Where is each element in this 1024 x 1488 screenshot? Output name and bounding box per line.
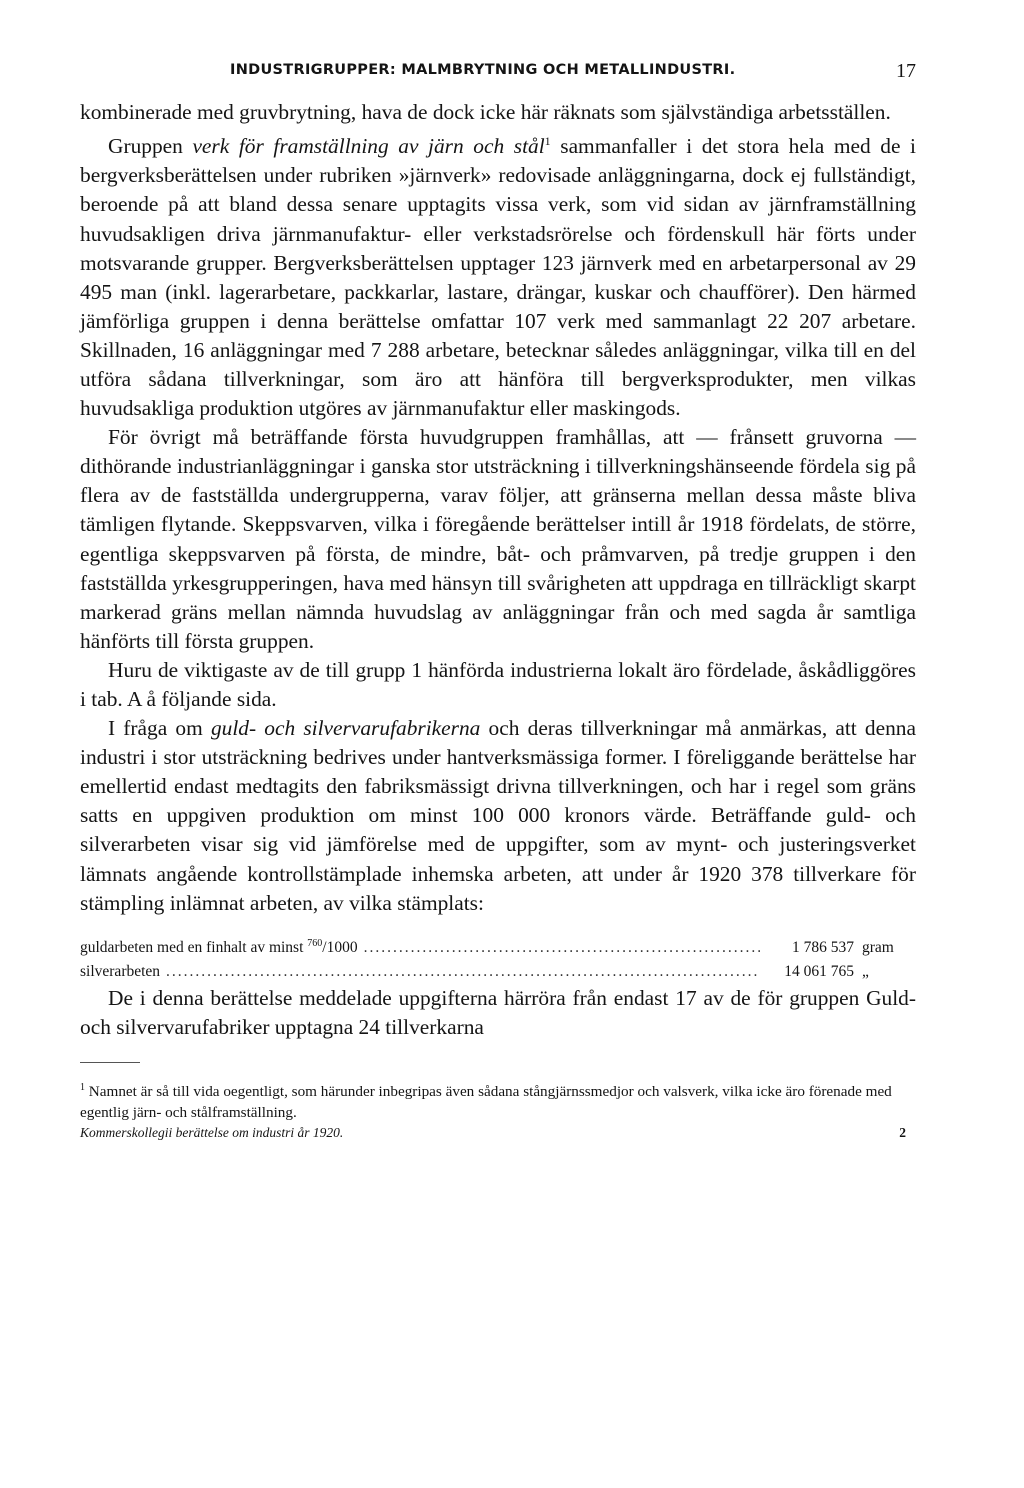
list-item-label: guldarbeten med en finhalt av minst $^{760}$/1000: [80, 937, 358, 956]
paragraph-6: De i denna berättelse meddelade uppgifterna härröra från endast 17 av de för gruppen Guld- och silvervarufabriker upptagna 24 tillverkarna: [80, 985, 916, 1039]
leader-dots: [364, 936, 760, 960]
paragraph-2-lead: Gruppen: [108, 134, 193, 159]
source-line: Kommerskollegii berättelse om industri år 1920.: [80, 1125, 344, 1141]
stamping-list: [80, 932, 916, 984]
paragraph-4: Huru de viktigaste av de till grupp 1 hänförda industrierna lokalt äro fördelade, åskådliggöres i tab. A å följande sida.: [80, 657, 916, 711]
paragraph-2-emphasis: verk för framställning av järn och stål: [192, 134, 545, 159]
paragraph-5-rest: och deras tillverkningar må anmärkas, att denna industri i stor utsträckning bedrives under hantverksmässiga former. I föreliggande berättelse har emellertid endast medtagits den fabriksmässigt drivna tillverkningen, och har i regel som gräns satts en uppgiven produktion om minst 100 000 kronors värde. Beträffande guld- och silverarbeten visar sig vid jämförelse med de uppgifter, som av mynt- och justeringsverket lämnats angående kontrollstämplade inhemska arbeten, att under år 1920 378 tillverkare för stämpling inlämnat arbeten, av vilka stämplats:: [80, 716, 916, 915]
list-item: [80, 932, 916, 960]
running-header: [80, 58, 916, 98]
paragraph-5-emphasis: guld- och silvervarufabrikerna: [210, 716, 481, 741]
list-item-unit: gram: [862, 938, 894, 956]
footnote-reference: 1: [544, 134, 551, 149]
footnote-text: Namnet är så till vida oegentligt, som härunder inbegripas även sådana stångjärnssmedjor och valsverk, vilka icke äro förenade med egentlig järn- och stålframställning.: [80, 1083, 892, 1122]
footnote-divider: [80, 1062, 140, 1063]
paragraph-2: [80, 127, 916, 423]
paragraph-5: [80, 714, 916, 918]
body-text: [80, 98, 916, 1042]
list-item-value: 14 061 765: [784, 962, 854, 980]
paragraph-1: kombinerade med gruvbrytning, hava de dock icke här räknats som självständiga arbetsställen.: [80, 100, 891, 124]
list-item: [80, 960, 916, 984]
footnote: [80, 1077, 916, 1123]
list-item-unit: „: [862, 962, 869, 980]
running-title: INDUSTRIGRUPPER: MALMBRYTNING OCH METALLINDUSTRI.: [230, 62, 736, 78]
page-footer: [80, 1125, 916, 1149]
paragraph-2-rest: sammanfaller i det stora hela med de i bergverksberättelsen under rubriken »järnverk» redovisade anläggningarna, dock ej fullständigt, beroende på att bland dessa senare upptagits vissa verk, som vid sidan av järnframställning huvudsakligen driva järnmanufaktur- eller verkstadsrörelse och fördenskull här förts under motsvarande grupper. Bergverksberättelsen upptager 123 järnverk med en arbetarpersonal av 29 495 man (inkl. lagerarbetare, packkarlar, lastare, drängar, kuskar och chaufförer). Den härmed jämförliga gruppen i denna berättelse omfattar 107 verk med sammanlagt 22 207 arbetare. Skillnaden, 16 anläggningar med 7 288 arbetare, betecknar således anläggningar, vilka till en del utföra sådana tillverkningar, som äro att hänföra till bergverksprodukter, men vilkas huvudsakliga produktion utgöres av järnmanufaktur eller maskingods.: [80, 134, 916, 421]
leader-dots: [166, 960, 760, 984]
document-page: [80, 58, 916, 1149]
signature-mark: 2: [899, 1125, 906, 1141]
paragraph-3: För övrigt må beträffande första huvudgruppen framhållas, att — frånsett gruvorna — dithörande industrianläggningar i ganska stor utsträckning i tillverkningshänseende fördela sig på flera av de fastställda undergrupperna, varav följer, att gränserna mellan dessa måste bliva tämligen flytande. Skeppsvarven, vilka i föregående berättelser intill år 1918 fördelats, de större, egentliga skeppsvarven på första, de mindre, båt- och pråmvarven, på tredje gruppen i den fastställda yrkesgrupperingen, hava med hänsyn till svårigheten att uppdraga en tillräckligt skarpt markerad gräns mellan nämnda huvudslag av anläggningar från och med sagda år samtliga hänförts till första gruppen.: [80, 425, 916, 653]
list-item-value: 1 786 537: [792, 938, 854, 956]
footnote-mark: 1: [80, 1082, 85, 1094]
list-item-label: silverarbeten: [80, 962, 161, 980]
paragraph-5-lead: I fråga om: [108, 716, 211, 741]
page-number: 17: [896, 60, 916, 82]
